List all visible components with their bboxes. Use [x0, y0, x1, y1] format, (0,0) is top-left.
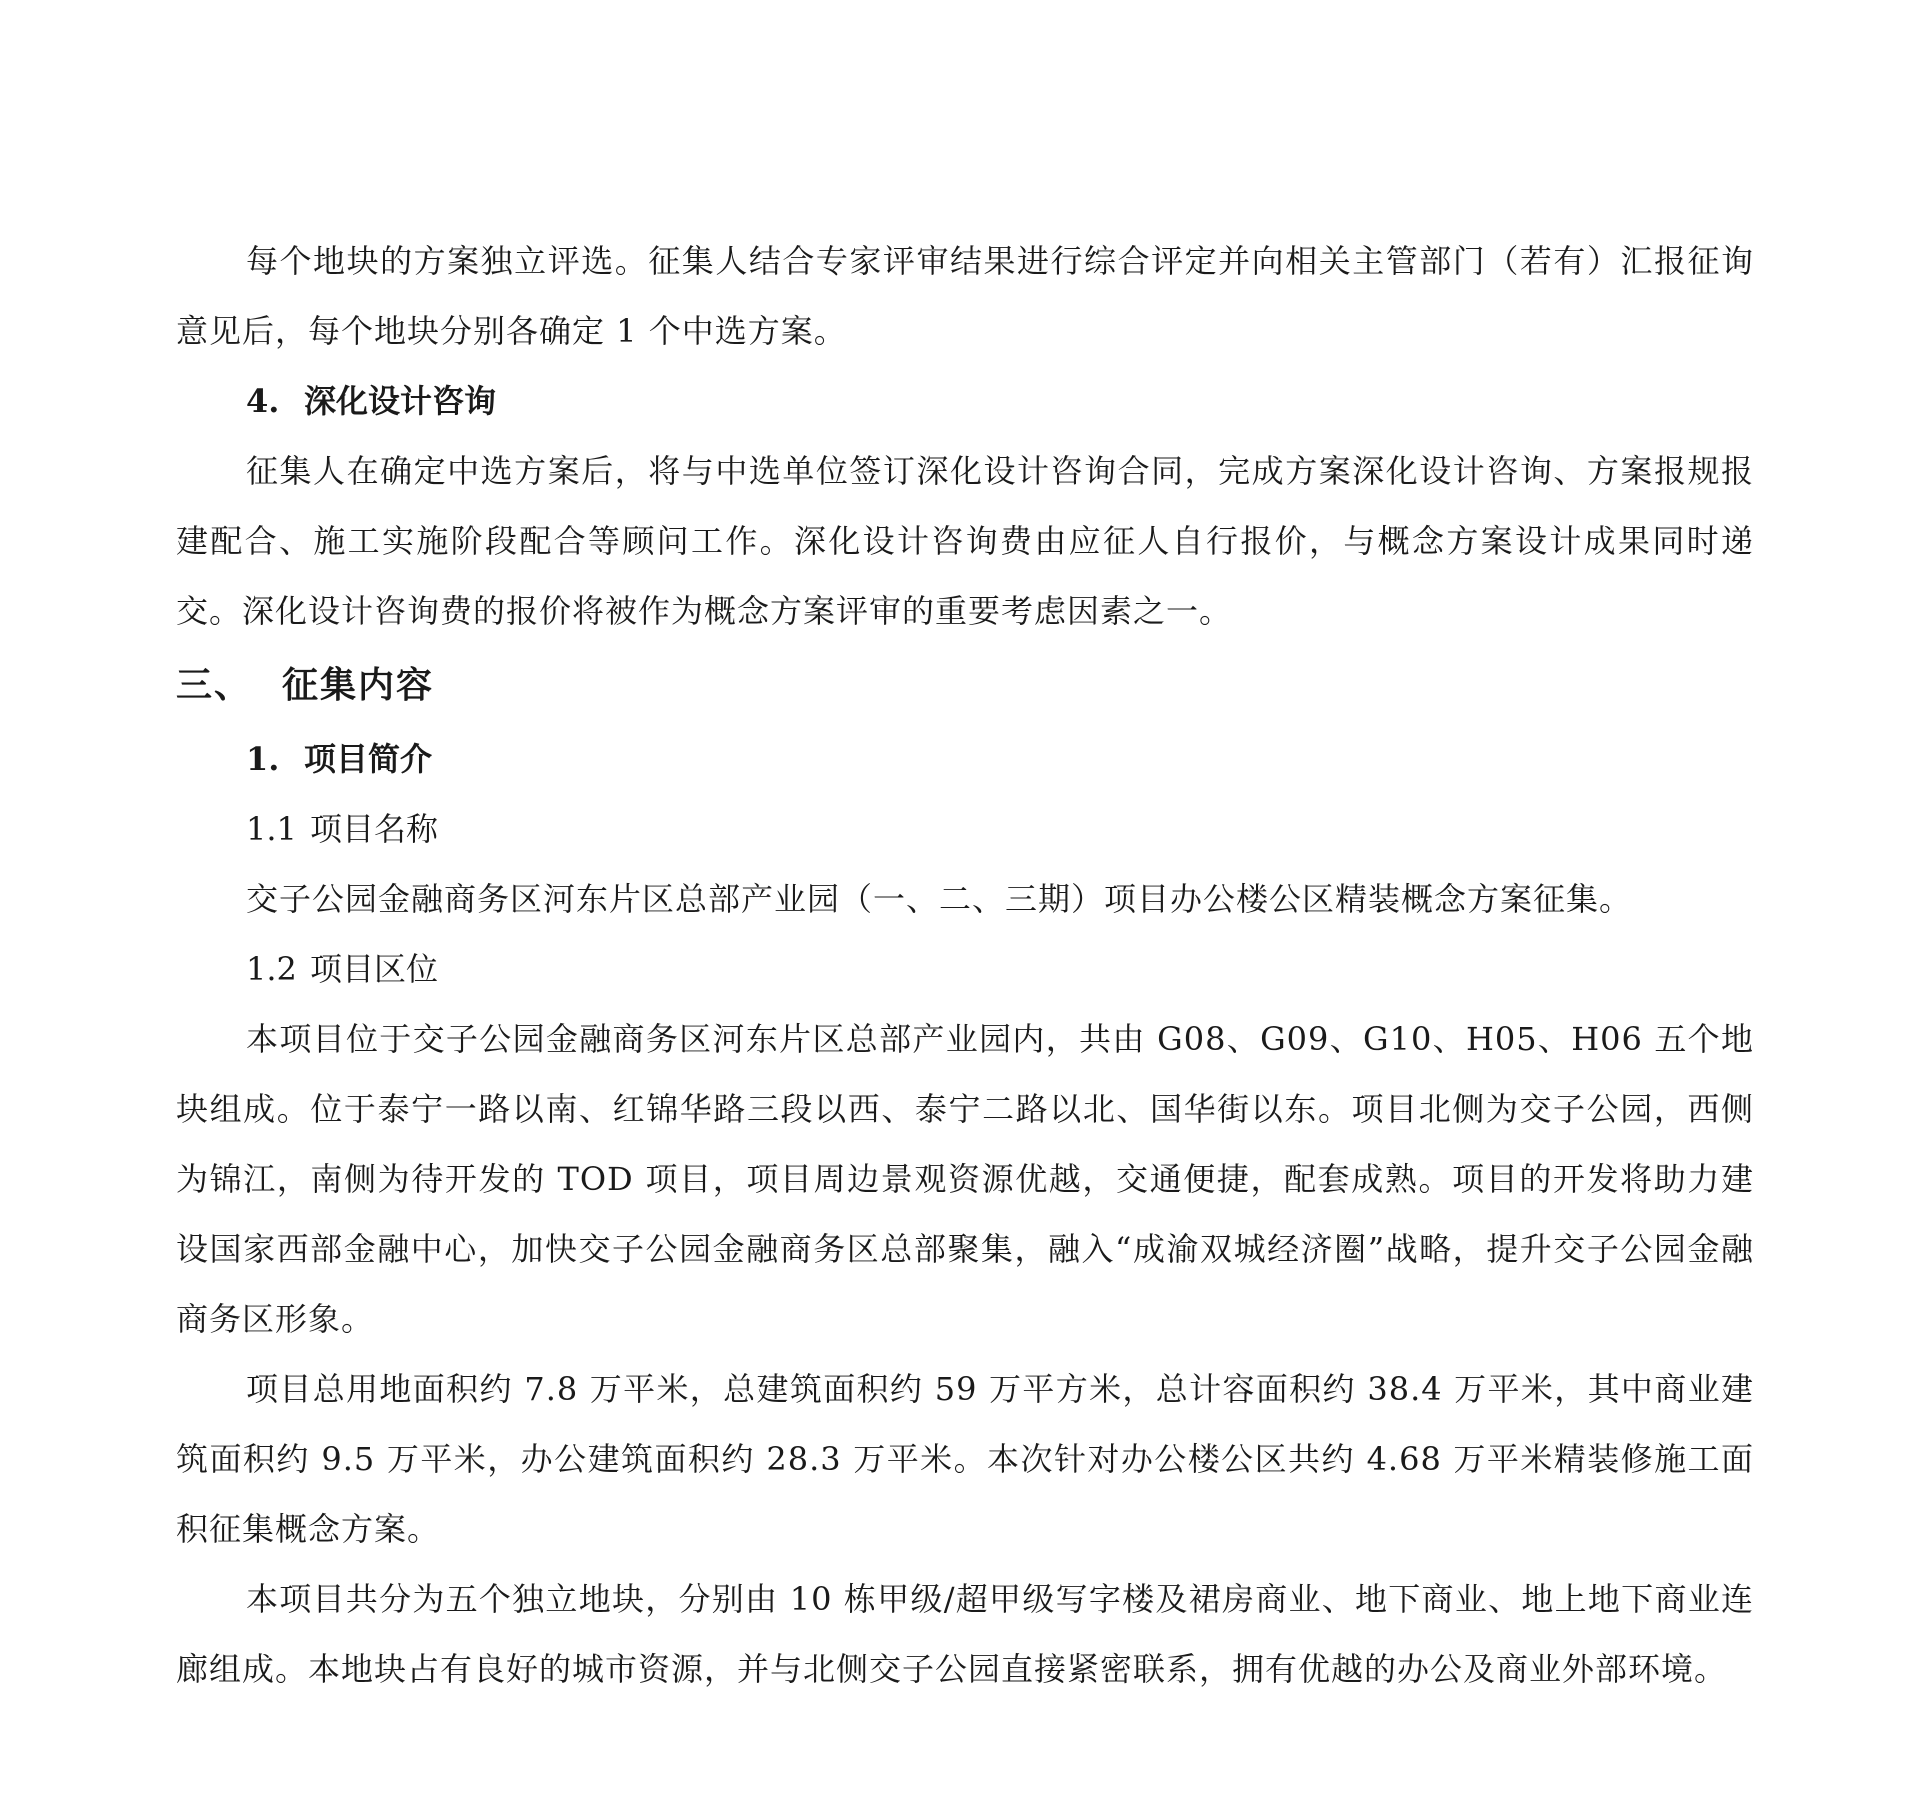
paragraph-project-name: 交子公园金融商务区河东片区总部产业园（一、二、三期）项目办公楼公区精装概念方案征集。: [246, 880, 1633, 918]
paragraph-deepening-design: 征集人在确定中选方案后，将与中选单位签订深化设计咨询合同，完成方案深化设计咨询、方案报规报建配合、施工实施阶段配合等顾问工作。深化设计咨询费由应征人自行报价，与概念方案设计成果同时递交。深化设计咨询费的报价将被作为概念方案评审的重要考虑因素之一。: [176, 452, 1754, 630]
heading-title: 项目名称: [310, 810, 439, 848]
paragraph-project-composition: 本项目共分为五个独立地块，分别由 10 栋甲级/超甲级写字楼及裙房商业、地下商业、地上地下商业连廊组成。本地块占有良好的城市资源，并与北侧交子公园直接紧密联系，拥有优越的办公及商业外部环境。: [176, 1580, 1754, 1688]
heading-number: 4.: [246, 382, 280, 420]
heading-collection-content: [176, 646, 1754, 724]
heading-project-intro: [176, 724, 1754, 794]
heading-project-location: [176, 934, 1754, 1004]
heading-deepening-design: [176, 366, 1754, 436]
heading-number: 三、: [176, 664, 253, 706]
heading-number: 1.: [246, 740, 280, 778]
document-page: [176, 226, 1754, 1704]
paragraph-selection-rule: 每个地块的方案独立评选。征集人结合专家评审结果进行综合评定并向相关主管部门（若有）汇报征询意见后，每个地块分别各确定 1 个中选方案。: [176, 242, 1754, 350]
heading-number: 1.1: [246, 810, 297, 848]
paragraph-project-area: 项目总用地面积约 7.8 万平米，总建筑面积约 59 万平方米，总计容面积约 38.4 万平米，其中商业建筑面积约 9.5 万平米，办公建筑面积约 28.3 万平米。本次针对办公楼公区共约 4.68 万平米精装修施工面积征集概念方案。: [176, 1370, 1754, 1548]
heading-title: 征集内容: [282, 664, 435, 706]
heading-project-name: [176, 794, 1754, 864]
heading-number: 1.2: [246, 950, 297, 988]
heading-title: 深化设计咨询: [304, 382, 497, 420]
heading-title: 项目简介: [304, 740, 433, 778]
heading-title: 项目区位: [310, 950, 439, 988]
paragraph-project-location: 本项目位于交子公园金融商务区河东片区总部产业园内，共由 G08、G09、G10、H05、H06 五个地块组成。位于泰宁一路以南、红锦华路三段以西、泰宁二路以北、国华街以东。项目北侧为交子公园，西侧为锦江，南侧为待开发的 TOD 项目，项目周边景观资源优越，交通便捷，配套成熟。项目的开发将助力建设国家西部金融中心，加快交子公园金融商务区总部聚集，融入“成渝双城经济圈”战略，提升交子公园金融商务区形象。: [176, 1020, 1754, 1338]
